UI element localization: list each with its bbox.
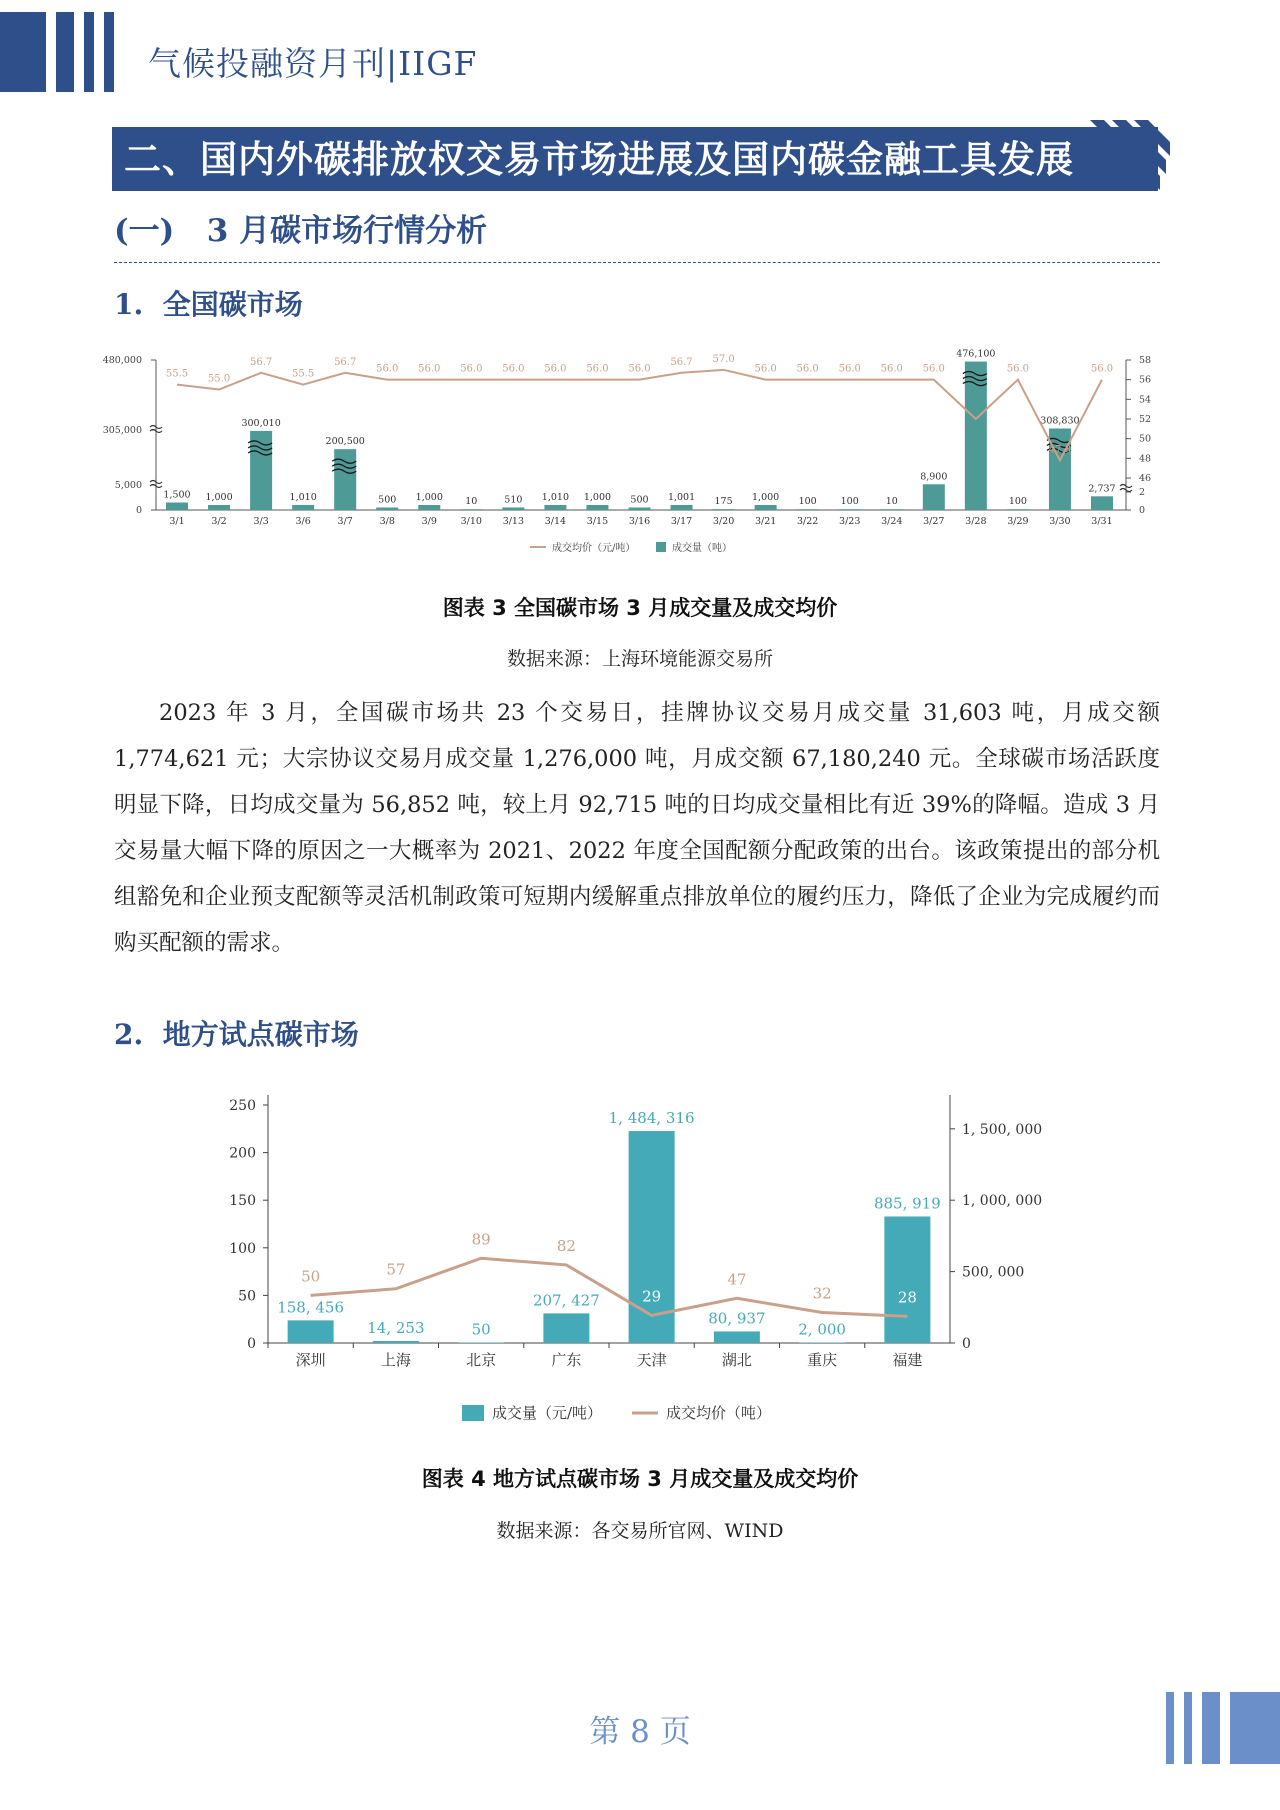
bar-3/7 (334, 449, 356, 510)
price-label: 56.0 (796, 363, 819, 375)
bar-3/23 (839, 509, 861, 510)
page-number: 第 8 页 (589, 1714, 691, 1750)
x-tick-label: 3/16 (628, 516, 651, 527)
bar-value-label: 2,737 (1088, 483, 1116, 495)
bar-3/8 (376, 508, 398, 511)
bar-value-label: 100 (840, 496, 859, 508)
header-bar-3 (84, 12, 94, 92)
bar-value-label: 300,010 (241, 417, 281, 429)
bar-3/27 (923, 484, 945, 510)
x-tick-label: 3/20 (712, 516, 735, 527)
x-tick-label: 3/10 (460, 516, 482, 527)
bar-北京 (458, 1343, 504, 1344)
bar-value-label: 500 (630, 494, 649, 506)
chart4-caption: 图表 4 地方试点碳市场 3 月成交量及成交均价 (421, 1467, 859, 1491)
right-tick-label: 56 (1139, 374, 1152, 386)
price-label: 56.7 (249, 356, 273, 368)
footer-bar-1 (1166, 1692, 1174, 1764)
price-label: 57 (386, 1260, 406, 1279)
x-tick-label: 福建 (892, 1351, 923, 1369)
x-tick-label: 深圳 (295, 1351, 326, 1369)
chart3-source: 数据来源：上海环境能源交易所 (506, 648, 773, 670)
x-tick-label: 北京 (466, 1351, 497, 1369)
bar-value-label: 10 (465, 496, 478, 508)
right-tick-label: 500, 000 (962, 1264, 1025, 1281)
bar-3/31 (1091, 496, 1113, 510)
legend-bar-swatch (656, 542, 666, 552)
bar-value-label: 885, 919 (873, 1194, 941, 1213)
left-tick-label: 5,000 (114, 480, 142, 491)
left-tick-label: 305,000 (102, 425, 142, 436)
price-label: 55.0 (207, 373, 231, 385)
price-label: 56.7 (670, 356, 693, 368)
x-tick-label: 3/3 (253, 516, 269, 527)
bar-value-label: 1,000 (205, 492, 233, 503)
bar-3/15 (586, 505, 608, 510)
left-tick-label: 250 (229, 1098, 256, 1114)
x-tick-label: 上海 (380, 1351, 411, 1369)
x-tick-label: 3/31 (1091, 516, 1113, 527)
x-tick-label: 3/30 (1049, 516, 1071, 527)
bar-value-label: 476,100 (956, 348, 996, 360)
price-label: 56.7 (334, 356, 357, 368)
bar-value-label: 1,000 (752, 492, 780, 503)
x-tick-label: 3/23 (839, 516, 861, 527)
bar-3/29 (1007, 509, 1029, 510)
bar-value-label: 308,830 (1040, 415, 1080, 427)
bar-value-label: 500 (378, 494, 397, 506)
price-label: 56.0 (838, 363, 861, 375)
bar-深圳 (288, 1320, 334, 1343)
bar-value-label: 1,010 (289, 491, 317, 503)
section-banner: 二、国内外碳排放权交易市场进展及国内碳金融工具发展 (112, 127, 1158, 191)
footer-bar-4 (1230, 1692, 1280, 1764)
price-label: 56.0 (628, 363, 651, 375)
x-tick-label: 3/7 (337, 516, 353, 527)
bar-福建 (884, 1216, 930, 1343)
bar-3/13 (502, 507, 524, 510)
bar-广东 (543, 1313, 589, 1343)
bar-value-label: 175 (714, 496, 733, 508)
right-tick-label: 0 (1139, 505, 1146, 516)
price-label: 47.8 (1048, 444, 1072, 456)
chart3-caption: 图表 3 全国碳市场 3 月成交量及成交均价 (442, 596, 838, 620)
bar-value-label: 1,001 (667, 491, 696, 503)
bar-3/21 (755, 505, 777, 510)
header-bar-2 (56, 12, 74, 92)
price-label: 56.0 (460, 363, 483, 375)
right-tick-label: 2 (1139, 487, 1146, 498)
x-tick-label: 3/13 (502, 516, 525, 527)
bar-3/20 (713, 509, 735, 510)
price-label: 56.0 (880, 363, 903, 375)
price-label: 56.0 (922, 363, 945, 375)
price-label: 89 (471, 1230, 491, 1249)
legend-line-label: 成交均价（元/吨） (552, 543, 636, 554)
section-divider (114, 262, 1160, 263)
bar-value-label: 80, 937 (708, 1309, 766, 1328)
price-label: 56.0 (502, 363, 525, 375)
header-bar-1 (0, 12, 46, 92)
left-tick-label: 150 (229, 1193, 256, 1210)
bar-value-label: 1,000 (583, 492, 612, 503)
x-tick-label: 3/6 (295, 516, 311, 527)
body-paragraph: 2023 年 3 月，全国碳市场共 23 个交易日，挂牌协议交易月成交量 31,603 吨，月成交额 1,774,621 元；大宗协议交易月成交量 1,276,000 吨，月成交额 67,180,240 元。全球碳市场活跃度明显下降，日均成交量为 56,852 吨，较上月 92,715 吨的日均成交量相比有近 39%的降幅。造成 3 月交易量大幅下降的原因之一大概率为 2021、2022 年度全国配额分配政策的出台。该政策提出的部分机组豁免和企业预支配额等灵活机制政策可短期内缓解重点排放单位的履约压力，降低了企业为完成履约而购买配额的需求。 (114, 700, 1160, 956)
price-label: 29 (642, 1287, 662, 1306)
bar-value-label: 510 (504, 494, 523, 506)
bar-3/2 (208, 505, 230, 510)
x-tick-label: 湖北 (721, 1351, 752, 1369)
legend-bar-label: 成交量（吨） (672, 543, 732, 554)
price-label: 47 (727, 1270, 747, 1289)
left-tick-label: 0 (135, 505, 142, 516)
bar-3/16 (629, 508, 651, 511)
price-label: 55.5 (165, 368, 189, 380)
bar-湖北 (714, 1331, 760, 1343)
section-title: (一) 3 月碳市场行情分析 (114, 213, 488, 249)
x-tick-label: 广东 (551, 1351, 582, 1369)
bar-value-label: 8,900 (920, 471, 948, 483)
banner-stripes-icon (1090, 120, 1170, 200)
price-label: 56.0 (754, 363, 777, 375)
bar-value-label: 158, 456 (277, 1298, 345, 1317)
price-label: 32 (812, 1284, 832, 1303)
right-tick-label: 1, 000, 000 (962, 1193, 1043, 1210)
bar-3/1 (166, 503, 188, 511)
left-tick-label: 480,000 (102, 355, 142, 366)
price-label: 82 (556, 1236, 576, 1255)
bar-value-label: 1,500 (163, 489, 191, 501)
bar-3/6 (292, 505, 314, 510)
right-tick-label: 58 (1139, 355, 1152, 366)
bar-value-label: 1,010 (541, 491, 570, 503)
right-tick-label: 46 (1139, 473, 1152, 484)
bar-3/9 (418, 505, 440, 510)
header-bar-4 (104, 12, 114, 92)
bar-value-label: 1,000 (415, 492, 443, 503)
bar-重庆 (799, 1343, 845, 1344)
price-label: 28 (897, 1288, 917, 1307)
subsection-title-national: 1. 全国碳市场 (114, 288, 303, 321)
x-tick-label: 3/29 (1007, 516, 1029, 527)
bar-value-label: 2, 000 (798, 1320, 846, 1339)
left-tick-label: 0 (247, 1336, 256, 1352)
right-tick-label: 1, 500, 000 (962, 1121, 1043, 1138)
bar-value-label: 10 (885, 496, 898, 508)
x-tick-label: 3/21 (754, 516, 777, 527)
x-tick-label: 天津 (636, 1351, 667, 1369)
bar-value-label: 100 (798, 496, 817, 508)
legend-bar-label: 成交量（元/吨） (492, 1404, 603, 1422)
bar-value-label: 1, 484, 316 (608, 1109, 695, 1128)
right-tick-label: 48 (1139, 453, 1152, 465)
x-tick-label: 重庆 (807, 1351, 838, 1369)
x-tick-label: 3/27 (923, 516, 945, 527)
legend-line-label: 成交均价（吨） (666, 1404, 772, 1422)
x-tick-label: 3/22 (797, 516, 819, 527)
price-label: 56.0 (586, 363, 609, 375)
price-label: 56.0 (376, 363, 399, 375)
bar-value-label: 14, 253 (367, 1318, 425, 1337)
right-tick-label: 52 (1139, 414, 1152, 425)
national-carbon-chart (100, 345, 1180, 565)
price-label: 55.5 (292, 368, 315, 380)
price-label: 56.0 (544, 363, 567, 375)
bar-3/10 (460, 509, 482, 510)
bar-3/14 (544, 505, 566, 510)
x-tick-label: 3/8 (379, 516, 395, 527)
left-tick-label: 200 (229, 1145, 256, 1162)
bar-3/22 (797, 509, 819, 510)
chart4-source: 数据来源：各交易所官网、WIND (496, 1520, 784, 1542)
footer-bar-2 (1184, 1692, 1192, 1764)
right-tick-label: 0 (962, 1336, 971, 1352)
footer-bar-3 (1202, 1692, 1220, 1764)
x-tick-label: 3/14 (544, 516, 567, 527)
x-tick-label: 3/15 (586, 516, 609, 527)
pilot-carbon-chart (200, 1075, 1080, 1435)
bar-value-label: 200,500 (325, 436, 365, 448)
legend-bar-swatch (462, 1405, 484, 1421)
bar-3/17 (671, 505, 693, 510)
price-label: 56.0 (1090, 363, 1114, 375)
bar-上海 (373, 1341, 419, 1343)
subsection-title-pilot: 2. 地方试点碳市场 (114, 1018, 359, 1051)
x-tick-label: 3/1 (169, 516, 185, 527)
right-tick-label: 54 (1139, 394, 1152, 406)
price-label: 50 (301, 1267, 321, 1286)
left-tick-label: 50 (238, 1288, 256, 1305)
right-tick-label: 50 (1139, 433, 1152, 445)
bar-value-label: 50 (471, 1320, 491, 1339)
x-tick-label: 3/2 (211, 516, 227, 527)
x-tick-label: 3/24 (881, 516, 903, 527)
bar-3/24 (881, 509, 903, 510)
x-tick-label: 3/9 (421, 516, 437, 527)
left-tick-label: 100 (229, 1240, 256, 1257)
price-label: 57.0 (712, 353, 735, 365)
x-tick-label: 3/17 (670, 516, 693, 527)
bar-value-label: 100 (1008, 496, 1027, 508)
x-tick-label: 3/28 (965, 516, 987, 527)
journal-title: 气候投融资月刊|IIGF (148, 44, 478, 83)
bar-value-label: 207, 427 (532, 1291, 600, 1310)
price-label: 56.0 (1006, 363, 1030, 375)
price-label: 56.0 (418, 363, 441, 375)
